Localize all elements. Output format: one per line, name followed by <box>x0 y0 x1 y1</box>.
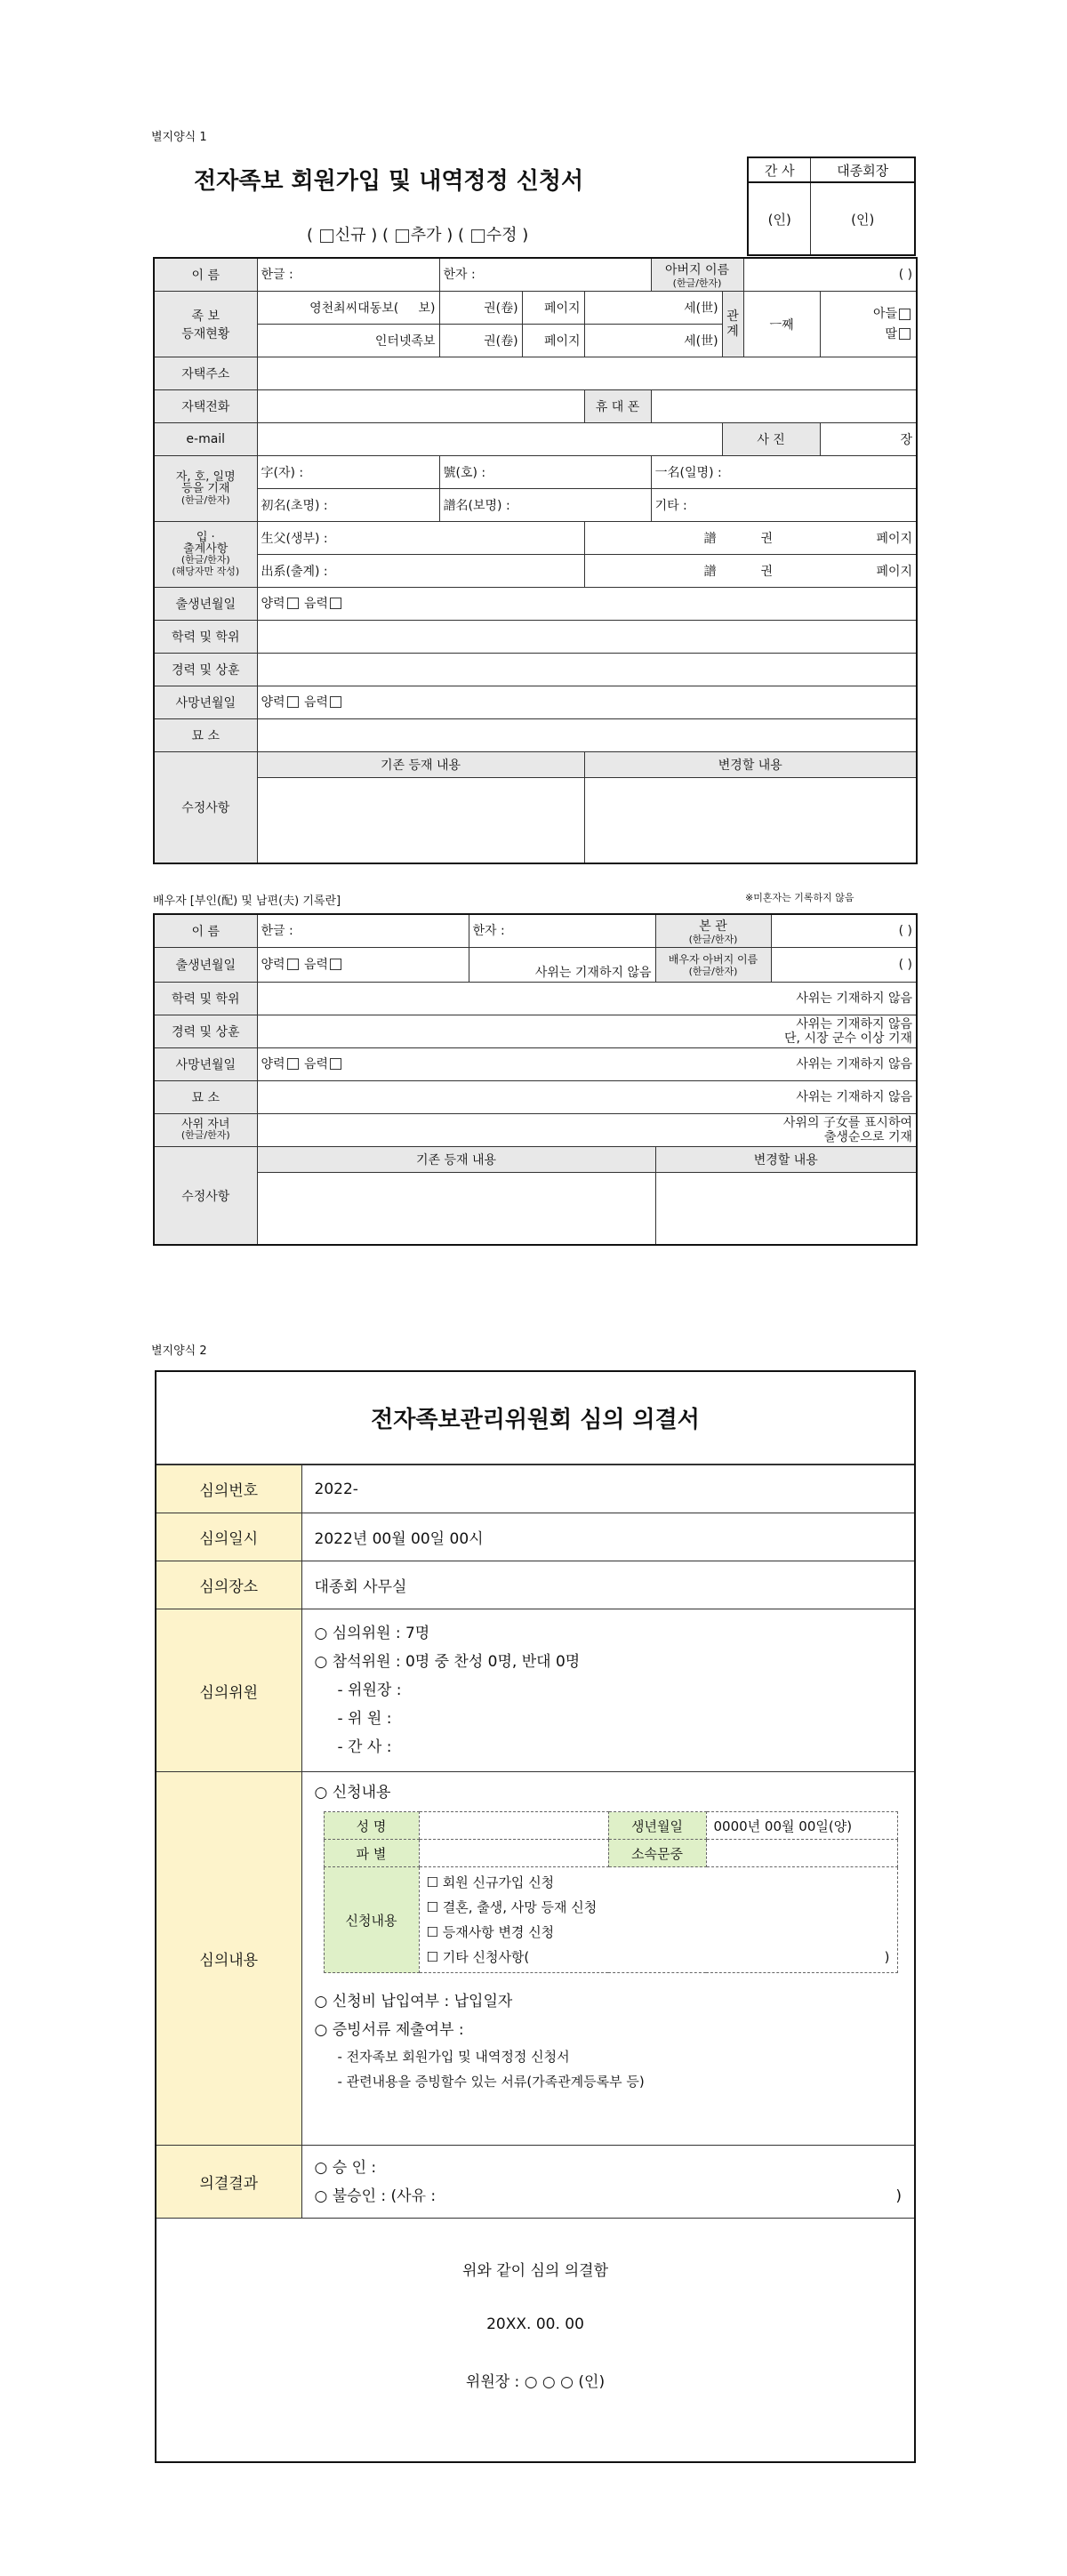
saengbu-jokbo-ref[interactable]: 譜 권 페이지 <box>584 522 917 555</box>
address-field[interactable] <box>257 357 917 390</box>
review-place-label: 심의장소 <box>156 1561 301 1609</box>
secretary-line: - 간 사 : <box>337 1738 392 1756</box>
son-daughter-choice: 아들 딸 <box>820 292 917 357</box>
review-place-value[interactable]: 대종회 사무실 <box>301 1561 914 1609</box>
phone-label: 자택전화 <box>154 390 257 423</box>
form1-title: 전자족보 회원가입 및 내역정정 신청서 <box>194 168 584 195</box>
app-content-options <box>419 1867 897 1973</box>
reject-line[interactable]: ○ 불승인 : (사유 : ) <box>314 2187 902 2205</box>
career-field[interactable] <box>257 654 917 686</box>
spouse-changes-header: 변경할 내용 <box>655 1147 917 1173</box>
result-block <box>301 2146 914 2219</box>
closing-date: 20XX. 00. 00 <box>486 2315 584 2333</box>
review-date-label: 심의일시 <box>156 1513 301 1561</box>
daughter-checkbox[interactable] <box>899 328 911 340</box>
son-checkbox[interactable] <box>899 309 911 320</box>
jokbo-r1-page[interactable]: 페이지 <box>522 292 584 325</box>
existing-content-field[interactable] <box>257 778 584 864</box>
mobile-label: 휴 대 폰 <box>584 390 651 423</box>
spouse-heading: 배우자 [부인(配) 및 남편(夫) 기록란] <box>153 895 341 908</box>
app-name-field[interactable] <box>419 1812 608 1840</box>
lunar-checkbox[interactable] <box>330 598 341 609</box>
app-clan-label: 소속문중 <box>608 1840 706 1867</box>
revise-label: 수정사항 <box>154 752 257 864</box>
email-label: e-mail <box>154 423 257 456</box>
jokbo-r2-page[interactable]: 페이지 <box>522 325 584 357</box>
spouse-hangul-field[interactable]: 한글 : <box>257 914 469 948</box>
content-block <box>301 1772 914 2146</box>
app-branch-label: 파 별 <box>324 1840 419 1867</box>
jokbo-r2-se[interactable]: 세(世) <box>584 325 722 357</box>
spouse-career-field[interactable]: 사위는 기재하지 않음 단, 시장 군수 이상 기재 <box>257 1015 917 1048</box>
children-label: 사위 자녀 (한글/한자) <box>154 1114 257 1147</box>
spouse-death-label: 사망년월일 <box>154 1048 257 1081</box>
app-name-label: 성 명 <box>324 1812 419 1840</box>
father-name-label: 아버지 이름 (한글/한자) <box>651 258 743 292</box>
resolution-title: 전자족보관리위원회 심의 의결서 <box>156 1372 914 1465</box>
birth-field[interactable]: 양력 음력 <box>257 588 917 621</box>
ipchul-label: 입 · 출계사항 (한글/한자) (해당자만 작성) <box>154 522 257 588</box>
spouse-death-solar-checkbox[interactable] <box>287 1058 299 1070</box>
app-birth-field[interactable]: 0000년 00월 00일(양) <box>706 1812 897 1840</box>
saengbu-field[interactable]: 生父(생부) : <box>257 522 584 555</box>
name-hangul-field[interactable]: 한글 : <box>257 258 439 292</box>
resolution-table <box>156 1465 914 2219</box>
jokbo-r1-name: 영천최씨대동보( 보) <box>257 292 439 325</box>
spouse-revise-label: 수정사항 <box>154 1147 257 1246</box>
app-clan-field[interactable] <box>706 1840 897 1867</box>
ja-ho-label: 자, 호, 일명 등을 기재 (한글/한자) <box>154 456 257 522</box>
result-label: 의결결과 <box>156 2146 301 2219</box>
request-type-options: ( 신규 ) ( 추가 ) ( 수정 ) <box>307 226 529 245</box>
education-field[interactable] <box>257 621 917 654</box>
approval-h1: 간 사 <box>748 157 811 182</box>
approve-line[interactable]: ○ 승 인 : <box>314 2158 377 2177</box>
death-field[interactable]: 양력 음력 <box>257 686 917 719</box>
add-checkbox[interactable] <box>396 229 409 243</box>
spouse-grave-field[interactable]: 사위는 기재하지 않음 <box>257 1081 917 1114</box>
spouse-death-field[interactable]: 양력 음력 사위는 기재하지 않음 <box>257 1048 917 1081</box>
name-label: 이 름 <box>154 258 257 292</box>
bongwan-field[interactable]: ( ) <box>771 914 917 948</box>
relation-order-field[interactable]: ㅡ째 <box>743 292 820 357</box>
option-new-member[interactable]: ☐ 회원 신규가입 신청 <box>426 1874 555 1890</box>
content-label: 심의내용 <box>156 1772 301 2146</box>
spouse-hanja-field[interactable]: 한자 : <box>469 914 655 948</box>
chulgye-field[interactable]: 出系(출계) : <box>257 555 584 588</box>
option-life-events[interactable]: ☐ 결혼, 출생, 사망 등재 신청 <box>426 1899 598 1915</box>
application-detail-table <box>324 1811 898 1973</box>
jokbo-r2-name: 인터넷족보 <box>257 325 439 357</box>
death-solar-checkbox[interactable] <box>287 696 299 708</box>
new-checkbox[interactable] <box>320 229 333 243</box>
docs-line[interactable]: ○ 증빙서류 제출여부 : <box>314 2021 464 2039</box>
resolution-form <box>155 1370 916 2463</box>
jokbo-label: 족 보 등재현황 <box>154 292 257 357</box>
doc-item-1: - 전자족보 회원가입 및 내역정정 신청서 <box>337 2049 570 2065</box>
spouse-father-field[interactable]: ( ) <box>771 948 917 983</box>
name-hanja-field[interactable]: 한자 : <box>439 258 651 292</box>
spouse-career-label: 경력 및 상훈 <box>154 1015 257 1048</box>
spouse-grave-label: 묘 소 <box>154 1081 257 1114</box>
app-birth-label: 생년월일 <box>608 1812 706 1840</box>
photo-label: 사 진 <box>722 423 820 456</box>
annex-label-1: 별지양식 1 <box>151 131 207 144</box>
grave-field[interactable] <box>257 719 917 752</box>
attendees-count: ○ 참석위원 : 0명 중 찬성 0명, 반대 0명 <box>314 1653 581 1671</box>
option-other[interactable]: ☐ 기타 신청사항( ) <box>426 1949 890 1965</box>
members-block[interactable] <box>301 1609 914 1772</box>
member-line: - 위 원 : <box>337 1710 392 1728</box>
option-change[interactable]: ☐ 등재사항 변경 신청 <box>426 1924 555 1940</box>
grave-label: 묘 소 <box>154 719 257 752</box>
existing-content-header: 기존 등재 내용 <box>257 752 584 778</box>
spouse-existing-header: 기존 등재 내용 <box>257 1147 655 1173</box>
spouse-birth-label: 출생년월일 <box>154 948 257 983</box>
approval-seal-1[interactable]: (인) <box>748 182 811 255</box>
spouse-note: ※미혼자는 기록하지 않음 <box>745 892 854 903</box>
career-label: 경력 및 상훈 <box>154 654 257 686</box>
education-label: 학력 및 학위 <box>154 621 257 654</box>
spouse-lunar-checkbox[interactable] <box>330 959 341 970</box>
review-date-value[interactable]: 2022년 00월 00일 00시 <box>301 1513 914 1561</box>
review-no-label: 심의번호 <box>156 1465 301 1513</box>
members-count: ○ 심의위원 : 7명 <box>314 1625 430 1642</box>
spouse-death-lunar-checkbox[interactable] <box>330 1058 341 1070</box>
mobile-field[interactable] <box>651 390 917 423</box>
death-label: 사망년월일 <box>154 686 257 719</box>
address-label: 자택주소 <box>154 357 257 390</box>
email-field[interactable] <box>257 423 722 456</box>
jokbo-r1-gwon[interactable]: 권(卷) <box>439 292 522 325</box>
spouse-father-label: 배우자 아버지 이름 (한글/한자) <box>655 948 771 983</box>
spouse-solar-checkbox[interactable] <box>287 959 299 970</box>
bomyeong-field[interactable]: 譜名(보명) : <box>439 489 651 522</box>
spouse-birth-note: 사위는 기재하지 않음 <box>469 948 655 983</box>
apply-heading: ○ 신청내용 <box>314 1784 391 1802</box>
phone-field[interactable] <box>257 390 584 423</box>
doc-item-2: - 관련내용을 증빙할수 있는 서류(가족관계등록부 등) <box>337 2074 645 2090</box>
photo-count-field[interactable]: 장 <box>820 423 917 456</box>
approval-box <box>747 156 916 256</box>
changes-header: 변경할 내용 <box>584 752 917 778</box>
jokbo-r2-gwon[interactable]: 권(卷) <box>439 325 522 357</box>
changes-field[interactable] <box>584 778 917 864</box>
relation-label: 관 계 <box>722 292 743 357</box>
spouse-name-label: 이 름 <box>154 914 257 948</box>
spouse-birth-field[interactable]: 양력 음력 <box>257 948 469 983</box>
edit-checkbox[interactable] <box>471 229 485 243</box>
chulgye-jokbo-ref[interactable]: 譜 권 페이지 <box>584 555 917 588</box>
members-label: 심의위원 <box>156 1609 301 1772</box>
closing-statement: 위와 같이 심의 의결함 <box>461 2262 608 2280</box>
father-name-field[interactable]: ( ) <box>743 258 917 292</box>
annex-label-2: 별지양식 2 <box>151 1344 207 1358</box>
children-field[interactable]: 사위의 子女를 표시하여 출생순으로 기재 <box>257 1114 917 1147</box>
death-lunar-checkbox[interactable] <box>330 696 341 708</box>
approval-seal-2[interactable]: (인) <box>811 182 915 255</box>
gita-field[interactable]: 기타 : <box>651 489 917 522</box>
app-branch-field[interactable] <box>419 1840 608 1867</box>
fee-line[interactable]: ○ 신청비 납입여부 : 납입일자 <box>314 1993 513 2010</box>
spouse-changes-field[interactable] <box>655 1173 917 1246</box>
chair-line: - 위원장 : <box>337 1681 402 1699</box>
app-content-label: 신청내용 <box>324 1867 419 1973</box>
ho-field[interactable]: 號(호) : <box>439 456 651 489</box>
bongwan-label: 본 관 (한글/한자) <box>655 914 771 948</box>
solar-checkbox[interactable] <box>287 598 299 609</box>
chair-signature[interactable]: 위원장 : ○ ○ ○ (인) <box>465 2373 606 2391</box>
approval-h2: 대종회장 <box>811 157 915 182</box>
ja-field[interactable]: 字(자) : <box>257 456 439 489</box>
spouse-edu-label: 학력 및 학위 <box>154 983 257 1015</box>
review-no-value[interactable]: 2022- <box>301 1465 914 1513</box>
birth-label: 출생년월일 <box>154 588 257 621</box>
spouse-existing-field[interactable] <box>257 1173 655 1246</box>
application-table <box>153 257 918 864</box>
chomyeong-field[interactable]: 初名(초명) : <box>257 489 439 522</box>
ilmyeong-field[interactable]: 一名(일명) : <box>651 456 917 489</box>
spouse-edu-field[interactable]: 사위는 기재하지 않음 <box>257 983 917 1015</box>
jokbo-r1-se[interactable]: 세(世) <box>584 292 722 325</box>
spouse-table <box>153 913 918 1246</box>
